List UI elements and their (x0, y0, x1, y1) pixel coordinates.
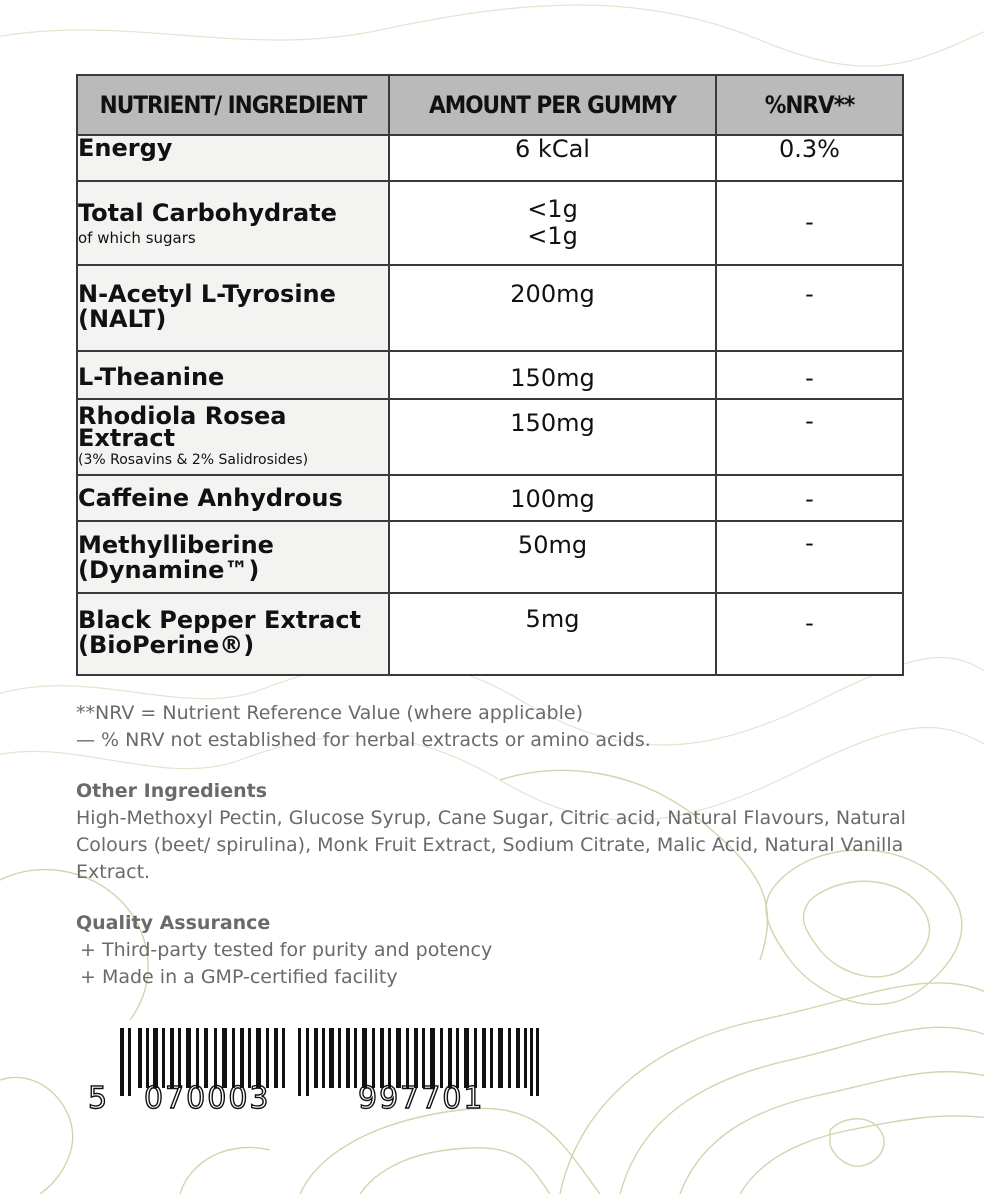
notes-section (76, 700, 906, 991)
barcode (86, 1028, 546, 1114)
barcode-bar (372, 1028, 375, 1088)
amount-cell: 6 kCal (389, 135, 716, 181)
barcode-bar (204, 1028, 208, 1088)
barcode-bar (282, 1028, 285, 1088)
barcode-bar (266, 1028, 269, 1088)
barcode-bar (232, 1028, 235, 1088)
barcode-bar (448, 1028, 452, 1088)
barcode-bar (498, 1028, 503, 1088)
nrv-cell: - (716, 399, 903, 475)
barcode-bar (474, 1028, 477, 1088)
nrv-cell: - (716, 181, 903, 265)
table-row (77, 475, 903, 521)
nutrient-name: L-Theanine (77, 351, 389, 399)
amount-cell: 150mg (389, 351, 716, 399)
header-amount: AMOUNT PER GUMMY (389, 75, 716, 135)
nrv-cell: - (716, 265, 903, 351)
barcode-bar (146, 1028, 149, 1088)
barcode-bar (306, 1028, 309, 1096)
nrv-footnote: **NRV = Nutrient Reference Value (where applicable) (76, 702, 583, 724)
table-row (77, 399, 903, 475)
amount-cell: 200mg (389, 265, 716, 351)
barcode-bar (464, 1028, 469, 1088)
nutrition-table (76, 74, 904, 676)
other-ingredients-text: High-Methoxyl Pectin, Glucose Syrup, Cane Sugar, Citric acid, Natural Flavours, Natural Colours (beet/ spirulina), Monk Fruit Extract, Sodium Citrate, Malic Acid, Natural Vanilla Extract. (76, 807, 906, 883)
nrv-footnote-2: — % NRV not established for herbal extracts or amino acids. (76, 729, 651, 751)
table-row (77, 135, 903, 181)
quality-assurance-title: Quality Assurance (76, 912, 271, 934)
barcode-bar (314, 1028, 318, 1088)
nutrient-name: Total Carbohydrate of which sugars (77, 181, 389, 265)
barcode-bar (214, 1028, 217, 1088)
barcode-left-digits: 070003 (144, 1081, 271, 1114)
header-nutrient: NUTRIENT/ INGREDIENT (77, 75, 389, 135)
nutrient-name: Caffeine Anhydrous (77, 475, 389, 521)
barcode-bar (162, 1028, 165, 1088)
barcode-bar (362, 1028, 367, 1088)
barcode-bar (170, 1028, 174, 1088)
barcode-bar (508, 1028, 511, 1088)
barcode-bar (524, 1028, 527, 1088)
barcode-bar (186, 1028, 191, 1088)
barcode-bar (414, 1028, 418, 1088)
barcode-bar (120, 1028, 124, 1096)
table-row (77, 521, 903, 593)
barcode-bar (338, 1028, 341, 1088)
barcode-first-digit: 5 (88, 1081, 108, 1114)
barcode-bar (380, 1028, 384, 1088)
table-header-row (77, 75, 903, 135)
header-nrv: %NRV** (716, 75, 903, 135)
quality-item: + Made in a GMP-certified facility (80, 966, 398, 988)
barcode-bar (196, 1028, 199, 1088)
barcode-bar (298, 1028, 301, 1096)
amount-cell: 150mg (389, 399, 716, 475)
table-row (77, 265, 903, 351)
amount-cell: 50mg (389, 521, 716, 593)
nrv-cell: 0.3% (716, 135, 903, 181)
barcode-right-digits: 997701 (358, 1081, 485, 1114)
barcode-bar (329, 1028, 334, 1088)
nutrient-subtext: (3% Rosavins & 2% Salidrosides) (78, 452, 309, 468)
table-row (77, 351, 903, 399)
barcode-bar (346, 1028, 350, 1088)
barcode-bar (322, 1028, 325, 1088)
nrv-cell: - (716, 351, 903, 399)
barcode-bar (256, 1028, 261, 1088)
nutrient-name: Energy (77, 135, 389, 181)
barcode-bar (153, 1028, 158, 1088)
nrv-cell: - (716, 475, 903, 521)
nutrient-subtext: of which sugars (78, 229, 196, 247)
barcode-bar (274, 1028, 278, 1088)
barcode-bar (536, 1028, 539, 1096)
barcode-bar (422, 1028, 425, 1088)
barcode-bar (388, 1028, 391, 1088)
barcode-bar (456, 1028, 459, 1088)
barcode-bar (516, 1028, 520, 1088)
barcode-bar (396, 1028, 401, 1088)
quality-item: + Third-party tested for purity and potency (80, 939, 493, 961)
barcode-bar (222, 1028, 227, 1088)
nrv-cell: - (716, 593, 903, 675)
barcode-bar (406, 1028, 409, 1088)
barcode-bar (178, 1028, 181, 1088)
nutrient-name: N-Acetyl L-Tyrosine (NALT) (77, 265, 389, 351)
table-row (77, 593, 903, 675)
barcode-bar (354, 1028, 357, 1088)
barcode-bar (530, 1028, 533, 1096)
barcode-bar (248, 1028, 251, 1088)
nutrient-name: Rhodiola Rosea Extract (3% Rosavins & 2% Salidrosides) (77, 399, 389, 475)
barcode-bar (138, 1028, 142, 1088)
amount-cell: 100mg (389, 475, 716, 521)
nutrient-name: Methylliberine (Dynamine™) (77, 521, 389, 593)
barcode-bar (240, 1028, 244, 1088)
barcode-bar (490, 1028, 493, 1088)
nutrient-name: Black Pepper Extract (BioPerine®) (77, 593, 389, 675)
barcode-bar (128, 1028, 131, 1096)
barcode-bar (482, 1028, 486, 1088)
amount-cell: <1g <1g (389, 181, 716, 265)
barcode-bar (440, 1028, 443, 1088)
barcode-bar (430, 1028, 435, 1088)
amount-cell: 5mg (389, 593, 716, 675)
table-row (77, 181, 903, 265)
other-ingredients-title: Other Ingredients (76, 780, 268, 802)
nrv-cell: - (716, 521, 903, 593)
